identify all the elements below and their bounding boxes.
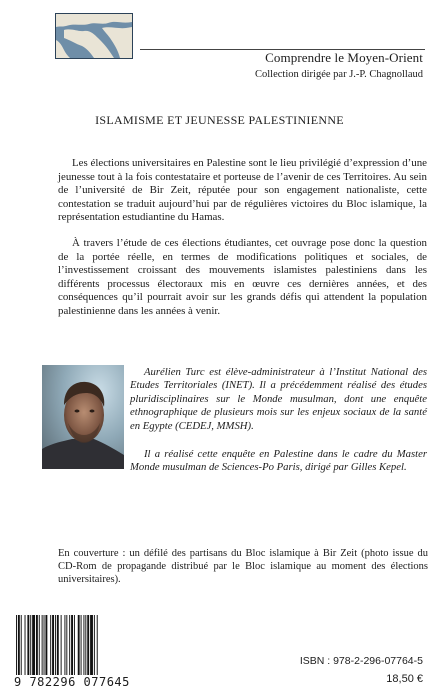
- barcode-bar: [69, 615, 70, 675]
- summary-paragraph-1: Les élections universitaires en Palestine sont le lieu privilégié d’expression d’une jeunesse tout à la fois contestataire et porteuse de l’avenir de ces Territoires. Au sein de l’université de Bir Zeit, réputée pour son engagement nationaliste, cette contestation se traduit aujourd’hui par de régulières victoires du Bloc islamique, la représentation estudiantine du Hamas.: [58, 157, 427, 224]
- barcode-bar: [21, 615, 22, 675]
- book-title: ISLAMISME ET JEUNESSE PALESTINIENNE: [95, 113, 344, 127]
- barcode-number: 9 782296 077645: [14, 675, 134, 689]
- barcode-bar: [52, 615, 54, 675]
- barcode-bar: [83, 615, 84, 675]
- summary-paragraph-2: À travers l’étude de ces élections étudiantes, cet ouvrage pose donc la question de la portée réelle, en termes de modifications politiques et sociales, de l’investissement croissant des mouvements islamistes palestiniens dans les différents processus électoraux mis en œuvre ces dernières années, et des conséquences qu’il pourrait avoir sur les grands défis qui attendent la population palestinienne dans les années à venir.: [58, 237, 427, 317]
- barcode-bar: [27, 615, 29, 675]
- price: 18,50 €: [386, 673, 423, 685]
- barcode-bar: [16, 615, 17, 675]
- author-portrait-photo: [42, 365, 124, 469]
- barcode-bar: [25, 615, 26, 675]
- series-editor: Collection dirigée par J.-P. Chagnollaud: [255, 69, 423, 80]
- cover-photo-caption: En couverture : un défilé des partisans du Bloc islamique à Bir Zeit (photo issue du CD-Rom de propagande distribué par le Bloc islamique au moment des élections universitaires).: [58, 548, 428, 586]
- barcode-bar: [64, 615, 65, 675]
- barcode-bar: [44, 615, 45, 675]
- barcode-bar: [36, 615, 38, 675]
- isbn: ISBN : 978-2-296-07764-5: [299, 655, 423, 667]
- barcode-bar: [71, 615, 73, 675]
- barcode-bar: [81, 615, 82, 675]
- author-bio-paragraph-1: Aurélien Turc est élève-administrateur à l’Institut National des Etudes Territoriales (INET). Il a précédemment réalisé des études pluridisciplinaires sur le Monde musulman, dont une enquête ethnographique de plusieurs mois sur les enjeux sociaux de la santé en Egypte (CEDEJ, MMSH).: [130, 366, 427, 432]
- middle-east-map-icon: [55, 13, 133, 59]
- barcode-bar: [66, 615, 67, 675]
- barcode-bar: [39, 615, 40, 675]
- barcode-bar: [85, 615, 86, 675]
- series-title: Comprendre le Moyen-Orient: [265, 50, 423, 65]
- barcode-bar: [50, 615, 51, 675]
- barcode-bar: [32, 615, 35, 675]
- barcode-bar: [57, 615, 59, 675]
- barcode-bar: [87, 615, 89, 675]
- barcode-bar: [90, 615, 93, 675]
- barcode-bar: [78, 615, 80, 675]
- barcode-bar: [74, 615, 75, 675]
- barcode-bar: [30, 615, 31, 675]
- barcode-bar: [97, 615, 98, 675]
- barcode-bar: [42, 615, 43, 675]
- barcode-bar: [61, 615, 62, 675]
- barcode-bar: [18, 615, 20, 675]
- barcode-bar: [55, 615, 56, 675]
- author-bio-paragraph-2: Il a réalisé cette enquête en Palestine dans le cadre du Master Monde musulman de Sciences-Po Paris, dirigé par Gilles Kepel.: [130, 448, 427, 474]
- barcode-bar: [45, 615, 47, 675]
- barcode-bar: [94, 615, 95, 675]
